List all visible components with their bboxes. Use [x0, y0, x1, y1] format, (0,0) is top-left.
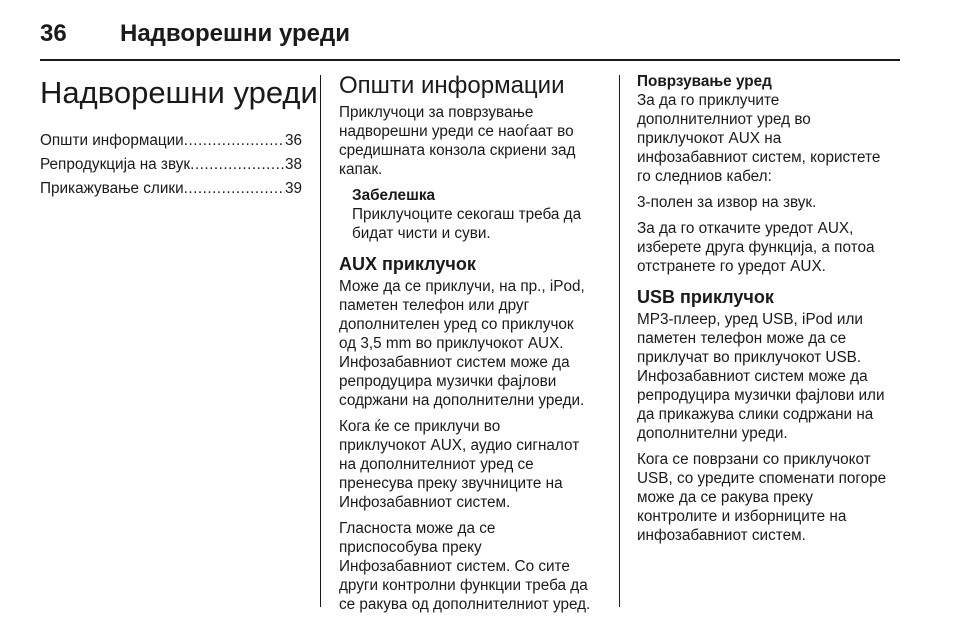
- toc-entry[interactable]: [40, 177, 302, 201]
- aux-paragraph: [339, 519, 605, 614]
- toc-entry-label: Прикажување слики: [40, 180, 184, 197]
- connect-device-heading: Поврзување уред: [637, 73, 772, 90]
- text-line: капак.: [339, 161, 383, 178]
- text-line: репродуцира музички фајлови: [339, 373, 557, 390]
- text-line: дополнителниот уред во: [637, 111, 811, 128]
- toc-leader-dots: [190, 153, 285, 177]
- column-toc: [40, 72, 318, 201]
- text-line: бидат чисти и суви.: [352, 225, 491, 242]
- text-line: содржани на дополнителни уреди.: [339, 392, 585, 409]
- text-line: 3-полен за извор на звук.: [637, 194, 817, 211]
- page-header: [40, 12, 900, 52]
- text-line: дополнителен уред со приклучок: [339, 316, 574, 333]
- text-line: дополнителни уреди.: [637, 425, 788, 442]
- text-line: контролите и изборниците на: [637, 508, 847, 525]
- chapter-title: Надворешни уреди: [40, 75, 318, 110]
- text-line: изберете друга функција, а потоа: [637, 239, 875, 256]
- text-line: приспособува преку: [339, 539, 482, 556]
- text-line: паметен телефон може да се: [637, 330, 847, 347]
- text-line: да прикажува слики содржани на: [637, 406, 874, 423]
- text-line: од 3,5 mm во приклучокот AUX.: [339, 335, 564, 352]
- text-line: Инфозабавниот систем може да: [637, 368, 868, 385]
- toc-entry-label: Репродукција на звук: [40, 156, 191, 173]
- connect-paragraph: [637, 91, 907, 186]
- text-line: Инфозабавниот систем. Со сите: [339, 558, 570, 575]
- aux-paragraph: [339, 417, 605, 512]
- note-box: [339, 186, 605, 243]
- text-line: Приклучоците секогаш треба да: [352, 206, 582, 223]
- table-of-contents: [40, 129, 302, 201]
- usb-paragraph: [637, 450, 907, 545]
- text-line: MP3-плеер, уред USB, iPod или: [637, 311, 863, 328]
- text-line: пренесува преку звучниците на: [339, 475, 563, 492]
- text-line: инфозабавниот систем, користете: [637, 149, 881, 166]
- aux-paragraph: [339, 277, 605, 410]
- text-line: други контролни функции треба да: [339, 577, 588, 594]
- usb-paragraph: [637, 310, 907, 443]
- intro-paragraph: [339, 103, 605, 179]
- text-line: се ракува од дополнителниот уред.: [339, 596, 591, 613]
- text-line: Инфозабавниот систем може да: [339, 354, 570, 371]
- column-divider: [320, 75, 321, 607]
- toc-leader-dots: [184, 177, 285, 201]
- connect-paragraph: [637, 219, 907, 276]
- toc-entry-page: 38: [284, 156, 302, 173]
- section-title-general-info: Општи информации: [339, 72, 565, 99]
- text-line: средишната конзола скриени зад: [339, 142, 576, 159]
- text-line: на дополнителниот уред се: [339, 456, 534, 473]
- text-line: може да се ракува преку: [637, 489, 813, 506]
- text-line: Гласноста може да се: [339, 520, 496, 537]
- toc-entry[interactable]: [40, 129, 302, 153]
- usb-heading: USB приклучок: [637, 287, 774, 307]
- text-line: репродуцира музички фајлови или: [637, 387, 885, 404]
- column-connections: [637, 72, 907, 552]
- text-line: отстранете го уредот AUX.: [637, 258, 826, 275]
- page-number: 36: [40, 20, 67, 47]
- text-line: Приклучоци за поврзување: [339, 104, 534, 121]
- text-line: За да го откачите уредот AUX,: [637, 220, 854, 237]
- toc-entry-page: 39: [284, 180, 302, 197]
- aux-heading: AUX приклучок: [339, 254, 476, 274]
- text-line: приклучокот AUX на: [637, 130, 782, 147]
- text-line: Инфозабавниот систем.: [339, 494, 511, 511]
- text-line: Кога се поврзани со приклучокот: [637, 451, 871, 468]
- toc-leader-dots: [184, 129, 285, 153]
- column-general-info: [339, 72, 605, 621]
- note-label: Забелешка: [352, 187, 435, 204]
- toc-entry-page: 36: [284, 132, 302, 149]
- header-rule: [40, 59, 900, 61]
- connect-paragraph: [637, 193, 907, 212]
- running-title: Надворешни уреди: [120, 20, 350, 47]
- text-line: паметен телефон или друг: [339, 297, 530, 314]
- text-line: приклучокот AUX, аудио сигналот: [339, 437, 580, 454]
- text-line: Може да се приклучи, на пр., iPod,: [339, 278, 585, 295]
- text-line: приклучат во приклучокот USB.: [637, 349, 862, 366]
- text-line: USB, со уредите споменати погоре: [637, 470, 887, 487]
- text-line: Кога ќе се приклучи во: [339, 418, 501, 435]
- text-line: За да го приклучите: [637, 92, 780, 109]
- text-line: инфозабавниот систем.: [637, 527, 806, 544]
- toc-entry[interactable]: [40, 153, 302, 177]
- text-line: надворешни уреди се наоѓаат во: [339, 123, 574, 140]
- toc-entry-label: Општи информации: [40, 132, 184, 149]
- column-divider: [619, 75, 620, 607]
- text-line: го следниов кабел:: [637, 168, 772, 185]
